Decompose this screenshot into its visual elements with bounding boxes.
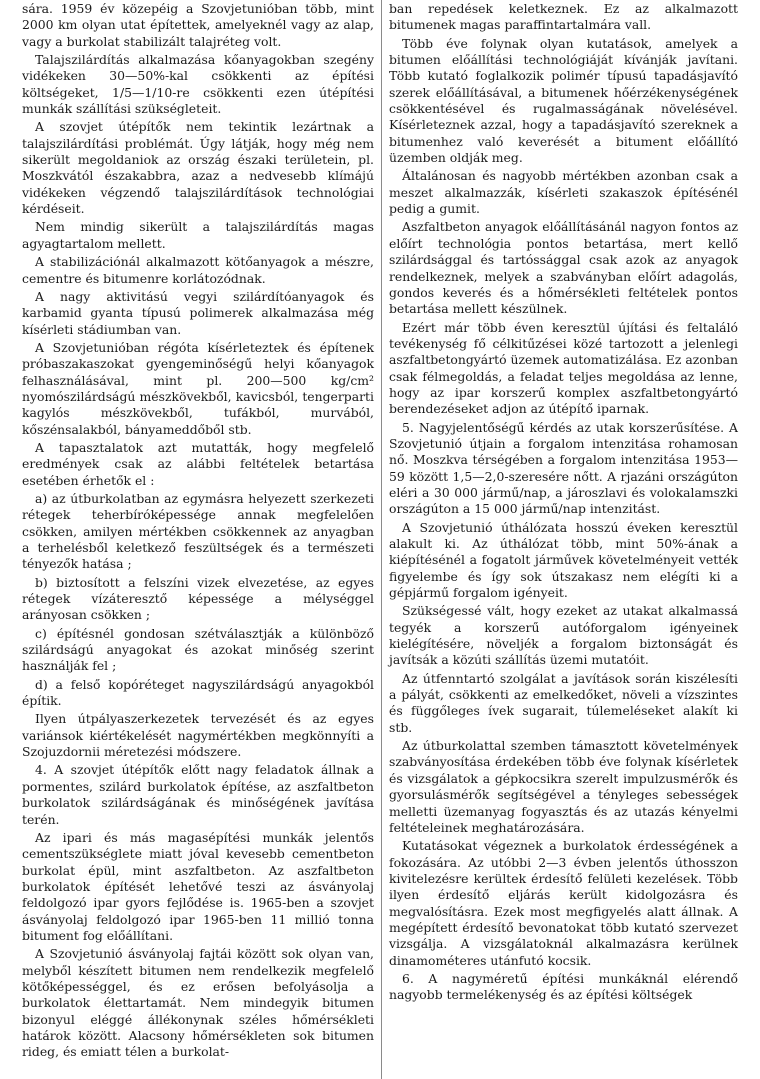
list-item: a) az útburkolatban az egymásra helyezett szerkezeti rétegek teherbíróképessége annak megfelelően csökken, amilyen mértékben csökkennek az anyagban a terhelésből keletkező feszültségek és a természeti tényezők hatása ;: [22, 490, 374, 572]
list-item: b) biztosított a felszíni vizek elvezetése, az egyes rétegek vízáteresztő képessége a mélységgel arányosan csökken ;: [22, 574, 374, 623]
paragraph: Az útburkolattal szemben támasztott követelmények szabványosítása érdekében több éve folynak kísérletek és vizsgálatok a gépkocsikra szerelt impulzusmérők és gyorsulásmérők segítségével a tényleges sebességek melletti üzemanyag fogyasztás és az utazás kényelmi feltételeinek meghatározására.: [389, 738, 738, 835]
paragraph: 6. A nagyméretű építési munkáknál elérendő nagyobb termelékenység és az építési költségek: [389, 970, 738, 1003]
paragraph: Ilyen útpályaszerkezetek tervezését és az egyes variánsok kiértékelését nagymértékben megkönnyíti a Szojuzdornii méretezési módszere.: [22, 711, 374, 760]
paragraph: Több éve folynak olyan kutatások, amelyek a bitumen előállítási technológiáját kívánják javítani. Több kutató foglalkozik polimér típusú tapadásjavító szerek előállításával, a bitumenek hőérzékenységének csökkentésével és rugalmasságának növelésével. Kísérleteznek azzal, hogy a tapadásjavító szereknek a bitumenhez való keverését a bitument előállító üzemben oldják meg.: [389, 35, 738, 166]
paragraph: A Szovjetunióban régóta kísérleteztek és építenek próbaszakaszokat gyengeminőségű helyi kőanyagok felhasználásával, mint pl. 200—500 kg/cm² nyomószilárdságú mészkövekből, kavicsból, tengerparti kagylós mészkövekből, tufákból, murvából, kőszénsalakból, bányameddőből stb.: [22, 339, 374, 437]
paragraph: ban repedések keletkeznek. Ez az alkalmazott bitumenek magas paraffintartalmára vall.: [389, 1, 738, 33]
paragraph: Az ipari és más magasépítési munkák jelentős cementszükséglete miatt jóval kevesebb cementbeton burkolat épül, mint aszfaltbeton. Az aszfaltbeton burkolatok építését lehetővé teszi az ásványolaj feldolgozó ipar gyors fejlődése is. 1965-ben a szovjet ásványolaj feldolgozó ipar 1965-ben 11 millió tonna bitument fog előállítani.: [22, 829, 374, 943]
paragraph: 4. A szovjet útépítők előtt nagy feladatok állnak a pormentes, szilárd burkolatok építése, az aszfaltbeton burkolatok szilárdságának és minőségének javítása terén.: [22, 762, 374, 827]
list-item: d) a felső kopóréteget nagyszilárdságú anyagokból építik.: [22, 676, 374, 709]
paragraph: Aszfaltbeton anyagok előállításánál nagyon fontos az előírt technológia pontos betartása, mert kellő szilárdsággal és tartóssággal csak azok az anyagok rendelkeznek, melyek a szabványban előírt adagolás, gondos keverés és a hőmérsékleti feltételek pontos betartása mellett készülnek.: [389, 219, 738, 317]
paragraph: Talajszilárdítás alkalmazása kőanyagokban szegény vidékeken 30—50%-kal csökkenti az építési költségeket, 1/5—1/10-re csökkenti ezen útépítési munkák szállítási szükségleteit.: [22, 52, 374, 117]
paragraph: A Szovjetunió ásványolaj fajtái között sok olyan van, melyből készített bitumen nem rendelkezik megfelelő kötőképességgel, és ez erősen befolyásolja a burkolatok élettartamát. Nem mindegyik bitumen bizonyul eléggé állékonynak széles hőmérsékleti határok között. Alacsony hőmérsékleten sok bitumen rideg, és emiatt télen a burkolat-: [22, 946, 374, 1060]
list-item: c) építésnél gondosan szétválasztják a különböző szilárdságú anyagokat és azokat minőség szerint használják fel ;: [22, 625, 374, 674]
paragraph: A tapasztalatok azt mutatták, hogy megfelelő eredmények csak az alábbi feltételek betartása esetében érhetők el :: [22, 439, 374, 488]
paragraph: Kutatásokat végeznek a burkolatok érdességének a fokozására. Az utóbbi 2—3 évben jelentős úthosszon kivitelezésre kerültek érdesítő felületi kezelések. Több ilyen érdesítő eljárás került kidolgozásra és megvalósításra. Ezek most megfigyelés alatt állnak. A megépített érdesítő bevonatokat több kutató szervezet vizsgálja. A vizsgálatoknál alkalmazásra kerülnek dinamométeres utánfutó kocsik.: [389, 838, 738, 968]
paragraph: 5. Nagyjelentőségű kérdés az utak korszerűsítése. A Szovjetunió útjain a forgalom intenzitása rohamosan nő. Moszkva térségében a forgalom intenzitása 1953—59 között 1,5—2,0-szeresére nőtt. A rjazáni országúton eléri a 30 000 jármű/nap, a jároszlavi és volokalamszki országúton a 15 000 jármű/nap intenzitást.: [389, 419, 738, 517]
paragraph: Általánosan és nagyobb mértékben azonban csak a meszet alkalmazzák, kísérleti szakaszok építésénél pedig a gumit.: [389, 168, 738, 217]
paragraph: Ezért már több éven keresztül újítási és feltaláló tevékenység fő célkitűzései közé tartozott a jelenlegi aszfaltbetongyártó üzemek automatizálása. Ez azonban csak félmegoldás, a feladat teljes megoldása az lenne, hogy az ipar korszerű komplex aszfaltbetongyártó berendezéseket adjon az útépítő iparnak.: [389, 319, 738, 417]
paragraph: Szükségessé vált, hogy ezeket az utakat alkalmassá tegyék a korszerű autóforgalom igényeinek kielégítésére, növeljék a forgalom biztonságát és javítsák a közúti szállítás üzemi mutatóit.: [389, 603, 738, 668]
paragraph: A szovjet útépítők nem tekintik lezártnak a talajszilárdítási problémát. Úgy látják, hogy még nem sikerült megoldaniok az ország északi területein, pl. Moszkvától északabbra, azaz a nedvesebb klímájú vidékeken végzendő talajszilárdítások technológiai kérdéseit.: [22, 119, 374, 217]
column-divider: [381, 0, 382, 1079]
text-column-left: [22, 1, 374, 1063]
paragraph: Az útfenntartó szolgálat a javítások során kiszélesíti a pályát, csökkenti az emelkedőket, növeli a vízszintes és függőleges ívek sugarait, túlemeléseket alakít ki stb.: [389, 670, 738, 735]
paragraph: A stabilizációnál alkalmazott kötőanyagok a mészre, cementre és bitumenre korlátozódnak.: [22, 254, 374, 286]
paragraph: Nem mindig sikerült a talajszilárdítás magas agyagtartalom mellett.: [22, 219, 374, 251]
text-column-right: [389, 1, 738, 1006]
paragraph: A Szovjetunió úthálózata hosszú éveken keresztül alakult ki. Az úthálózat több, mint 50%-ának a kiépítésénél a fogatolt járművek követelményeit vették figyelembe és így sok útszakasz nem elégíti ki a gépjármű forgalom igényeit.: [389, 519, 738, 601]
paragraph: A nagy aktivitású vegyi szilárdítóanyagok és karbamid gyanta típusú polimerek alkalmazása még kísérleti stádiumban van.: [22, 288, 374, 337]
paragraph: sára. 1959 év közepéig a Szovjetunióban több, mint 2000 km olyan utat építettek, amelyeknél vagy az alap, vagy a burkolat stabilizált talajréteg volt.: [22, 1, 374, 49]
